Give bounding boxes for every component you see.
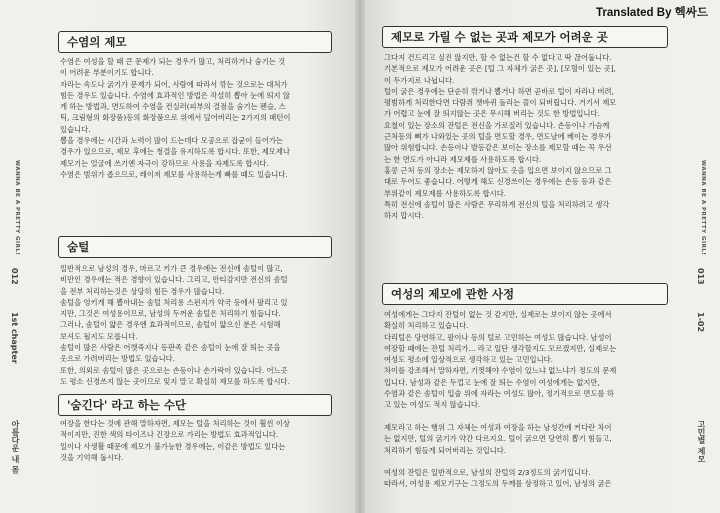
right-section-title: 고민별 제모 xyxy=(697,420,706,463)
right-series-label: WANNA BE A PRETTY GIRL! xyxy=(700,160,706,256)
section-body-beard: 수염은 여성을 할 때 큰 문제가 되는 경우가 많고, 처리하거나 숨기는 것 이 어려운 부분이기도 합니다. 자라는 속도나 굵기가 문제가 되어, 사람에 따라서 깎는 것으로는 대처가 힘든 경우도 있습니다. 수염에 효과적인 방법은 작설히 뽑아 눈에 띄지 않 게 하는 방법과, 면도하여 수염을 컨실러(피부의 결점을 숨기는 펜슬, 스 틱, 크림형의 화장품)등의 화장품으로 위에서 덮어버리는 2가지의 패턴이 있습니다. 뽑을 경우에는 시간과 노력이 많이 드는데다 모공으로 잡균이 들어가는 경우가 있으므로, 제모 후에는 청결을 유지하도록 합시다. 또한, 제모제나 제모기는 얼굴에 쓰기엔 자극이 강하므로 사용을 자제도록 합시다. 수염은 범위가 좁으므로, 레이저 제모를 사용하는게 빠를 때도 있습니다. xyxy=(60,57,291,179)
section-body-women: 여성에게는 그다지 잔털이 없는 것 같지만, 실제로는 보이지 않는 곳에서 확실히 처리하고 있습니다. 다리털은 당연하고, 팔이나 등의 털로 고민하는 여성도 많습니다. 남성이 여장할 때에는 잔털 처리가... 라고 일단 생각할지도 모르겠지만, 실제로는 여성도 평소에 일상적으로 생각하고 있는 고민입니다. 차이를 강조해서 말하자면, 기껏해야 수염이 있느냐 없느냐가 정도의 문제 입니다. 남성과 같은 두껍고 눈에 잘 띄는 수염이 여성에게는 없지만, 수염과 같은 솜털이 입술 위에 자라는 여성도 많아, 정기적으로 면도를 하 고 있는 여성도 적지 않습니다. 제모라고 하는 행위 그 자체는 여성과 여장을 하는 남성간에 커다란 차이 는 없지만, 털의 굵기가 약간 다르지요. 털이 굵으면 당연히 뽑기 힘들고, 처리하기 힘들게 되어버리는 것입니다. 여성의 잔털은 일반적으로, 남성의 잔털의 2/3정도의 굵기입니다. 따라서, 여성용 제모기구는 그정도의 두께를 상정하고 있어, 남성의 굵은 xyxy=(384,310,617,489)
translator-credit: Translated By 헥싸드 xyxy=(596,7,708,19)
section-body-hard-areas: 그다지 건드리고 싶진 않지만, 할 수 없는건 할 수 없다고 딱 끊어둡니다. 기본적으로 제모가 어려운 곳은 [털 그 자체가 굵은 곳], [모혈이 있는 곳], 이 두가지로 나뉩니다. 털이 굵은 경우에는 단순히 깎거나 뽑거나 하면 곧바로 털이 자라나 버려, 평범하게 처리한다면 다람쥐 쳇바퀴 돌리는 꼴이 되버립니다. 거기서 제모 가 어렵고 눈에 잘 띄지않는 곳은 무시해 버리는 것도 한 방법입니다. 요철이 있는 장소의 잔털은 전신을 가로질러 있습니다. 손등이나 가슴께 근처등의 뼈가 나와있는 곳의 털을 면도할 경우, 면도날에 베이는 경우가 많아 위험합니다. 손등이나 발등같은 보이는 장소를 제모할 때는 꼭 우선 는 한 면도가 아니라 제모제를 사용하도록 합시다. 홍콩 근처 등의 장소는 제모하지 않아도 옷을 입으면 보이지 않으므로 그 대로 두어도 좋습니다. 어떻게 해도 신경쓰이는 경우에는 손등 등과 같은 부위같이 제모제를 사용하도록 합시다. 특히 전신에 솜털이 많은 사람은 무리하게 전신의 털을 처리하려고 생각 하지 맙시다. xyxy=(384,53,617,221)
left-page-number: 012 xyxy=(10,268,19,285)
left-chapter-label: 1st chapter xyxy=(10,312,19,364)
section-title-beard: 수염의 제모 xyxy=(58,31,332,53)
right-page-number: 013 xyxy=(696,268,705,285)
section-title-body-hair: 숨털 xyxy=(58,236,332,258)
left-chapter-title: 아름다운 내 몸 xyxy=(11,420,20,474)
section-title-hiding: '숨긴다' 라고 하는 수단 xyxy=(58,394,332,416)
book-spine-shadow xyxy=(355,0,365,513)
right-section-number: 1-02 xyxy=(696,312,705,333)
left-series-label: WANNA BE A PRETTY GIRL! xyxy=(14,160,20,256)
right-page xyxy=(360,0,720,513)
section-body-hiding: 여장을 한다는 것에 관해 말하자면, 제모는 털을 처리하는 것이 훨씬 이상 적이지만, 진한 색의 타이즈나 긴장으로 가리는 방법도 효과적입니다. 일이나 사생활 때문에 제모가 불가능한 경우에는, 이같은 방법도 있다는 것을 기억해 둡시다. xyxy=(60,419,290,462)
section-title-women: 여성의 제모에 관한 사정 xyxy=(382,283,668,305)
section-body-body-hair: 일반적으로 남성의 경우, 마르고 키가 큰 경우에는 전신에 솜털이 많고, 비만인 경우에는 적은 경향이 있습니다. 그리고, 안티감지만 전신의 솜털 을 전부 처리하는것은 상당히 힘든 경우가 많습니다. 솜털을 엉키게 해 뽑아내는 솜털 처리용 스펀지가 약국 등에서 팔리고 있 지만, 그것은 여성용이므로, 남성의 두꺼운 솜털은 처리하기 힘듭니다. 그러나, 솜털이 얇은 경우엔 효과적이므로, 솜털이 얇으신 분은 시험해 보셔도 될지도 모릅니다. 솜털이 많은 사람은 어깻죽지나 등판족 같은 솜털이 눈에 잘 띄는 곳을 옷으로 가려버리는 방법도 있습니다. 또한, 의외로 솜털이 많은 곳으로는 손등이나 손가락이 있습니다. 어느곳 도 평소 신경쓰지 않는 곳이므로 잊지 말고 확실히 제모를 하도록 합시다. xyxy=(60,264,290,386)
section-title-hard-areas: 제모로 가릴 수 없는 곳과 제모가 어려운 곳 xyxy=(382,26,668,48)
